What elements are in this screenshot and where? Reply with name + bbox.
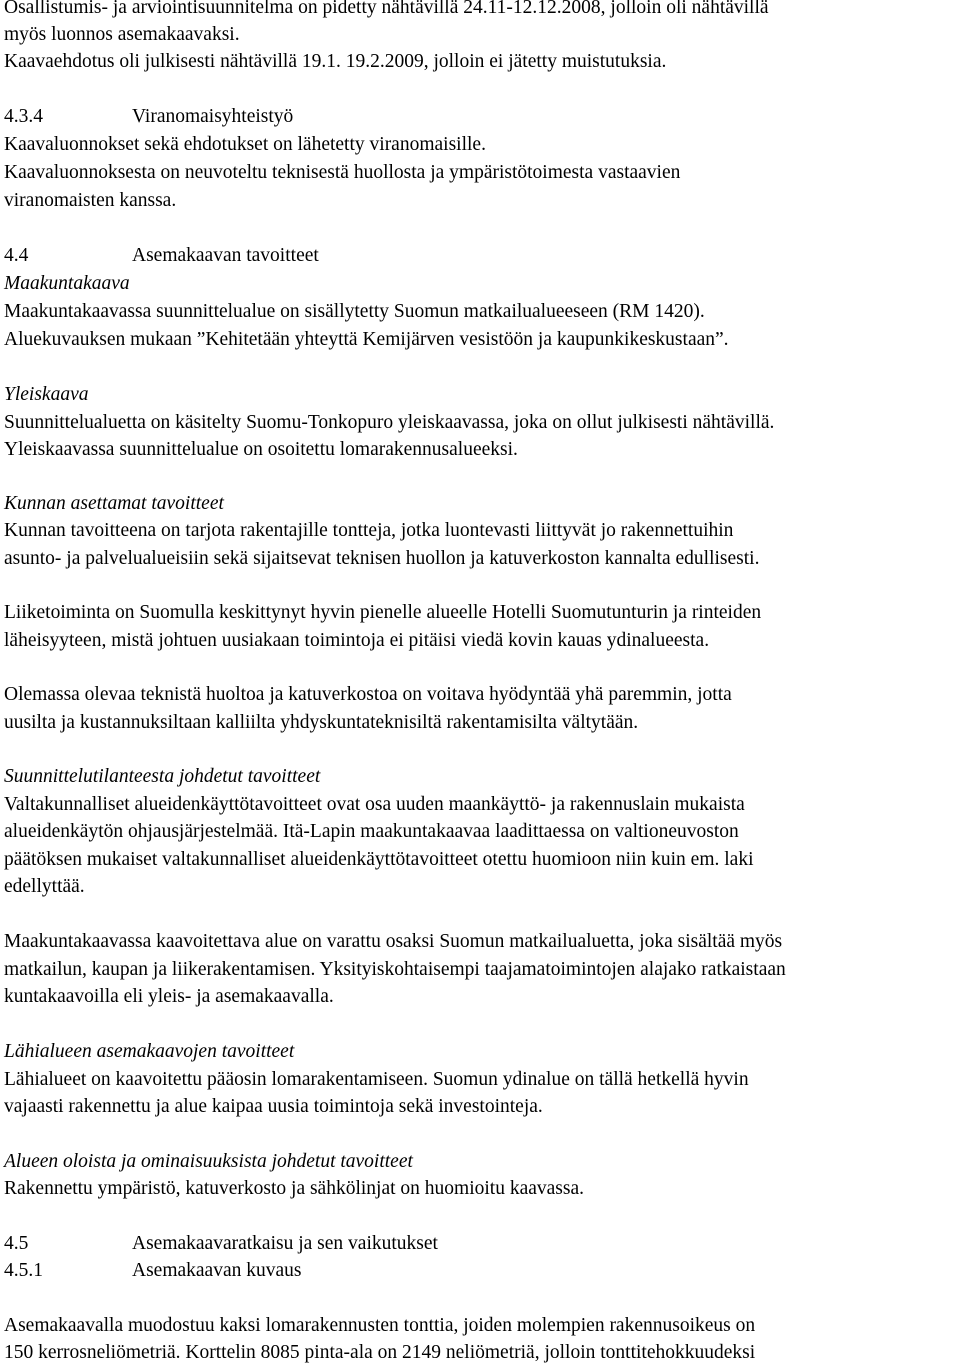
text-line: Maakuntakaavassa kaavoitettava alue on varattu osaksi Suomun matkailualuetta, joka sisältää myös — [4, 931, 783, 952]
text-line: Asemakaavalla muodostuu kaksi lomarakennusten tonttia, joiden molempien rakennusoikeus on — [4, 1315, 756, 1336]
text-line: Suunnittelualuetta on käsitelty Suomu-Tonkopuro yleiskaavassa, joka on ollut julkisesti nähtävillä. — [4, 412, 775, 433]
text-line: Lähialueet on kaavoitettu pääosin lomarakentamiseen. Suomun ydinalue on tällä hetkellä hyvin — [4, 1069, 749, 1090]
text-line: edellyttää. — [4, 876, 85, 897]
text-line: vajaasti rakennettu ja alue kaipaa uusia toimintoja sekä investointeja. — [4, 1096, 543, 1117]
subheading: Lähialueen asemakaavojen tavoitteet — [4, 1041, 295, 1062]
text-line: kuntakaavoilla eli yleis- ja asemakaavalla. — [4, 986, 334, 1007]
text-line: asunto- ja palvelualueisiin sekä sijaitsevat teknisen huollon ja katuverkoston kannalta edullisesti. — [4, 548, 760, 569]
subheading: Kunnan asettamat tavoitteet — [4, 493, 224, 514]
section-number: 4.4 — [4, 245, 29, 266]
text-line: alueidenkäytön ohjausjärjestelmää. Itä-Lapin maakuntakaavaa laadittaessa on valtioneuvoston — [4, 821, 739, 842]
text-line: Kaavaluonnokset sekä ehdotukset on lähetetty viranomaisille. — [4, 134, 486, 155]
section-number: 4.5.1 — [4, 1260, 43, 1281]
text-line: Rakennettu ympäristö, katuverkosto ja sähkölinjat on huomioitu kaavassa. — [4, 1178, 585, 1199]
subheading: Yleiskaava — [4, 384, 89, 405]
section-title: Asemakaavaratkaisu ja sen vaikutukset — [132, 1233, 438, 1254]
section-number: 4.5 — [4, 1233, 29, 1254]
section-heading-4-5-1 — [4, 1257, 301, 1285]
subheading: Maakuntakaava — [4, 273, 130, 294]
text-line: Maakuntakaavassa suunnittelualue on sisällytetty Suomun matkailualueeseen (RM 1420). — [4, 301, 705, 322]
text-line: uusilta ja kustannuksiltaan kalliilta yhdyskuntateknisiltä rakentamisilta vältytään. — [4, 712, 639, 733]
section-title: Viranomaisyhteistyö — [132, 106, 294, 127]
subheading: Alueen oloista ja ominaisuuksista johdetut tavoitteet — [4, 1151, 413, 1172]
text-line: viranomaisten kanssa. — [4, 190, 177, 211]
text-line: päätöksen mukaiset valtakunnalliset alueidenkäyttötavoitteet otettu huomioon niin kuin em. laki — [4, 849, 754, 870]
text-line: myös luonnos asemakaavaksi. — [4, 24, 240, 45]
section-heading-4-3-4 — [4, 103, 293, 131]
text-line: matkailun, kaupan ja liikerakentamisen. Yksityiskohtaisempi taajamatoimintojen alajako ratkaistaan — [4, 959, 786, 980]
subheading: Suunnittelutilanteesta johdetut tavoitteet — [4, 766, 321, 787]
section-title: Asemakaavan kuvaus — [132, 1260, 302, 1281]
text-line: Kaavaehdotus oli julkisesti nähtävillä 19.1. 19.2.2009, jolloin ei jätetty muistutuksia. — [4, 51, 667, 72]
section-title: Asemakaavan tavoitteet — [132, 245, 319, 266]
text-line: Kaavaluonnoksesta on neuvoteltu teknisestä huollosta ja ympäristötoimesta vastaavien — [4, 162, 681, 183]
text-line: Aluekuvauksen mukaan ”Kehitetään yhteyttä Kemijärven vesistöön ja kaupunkikeskustaan”. — [4, 329, 729, 350]
section-heading-4-4 — [4, 242, 319, 270]
text-line: läheisyyteen, mistä johtuen uusiakaan toimintoja ei pitäisi viedä kovin kauas ydinalueesta. — [4, 630, 710, 651]
text-line: Osallistumis- ja arviointisuunnitelma on pidetty nähtävillä 24.11-12.12.2008, jolloin oli nähtävillä — [4, 0, 769, 18]
text-line: Liiketoiminta on Suomulla keskittynyt hyvin pienelle alueelle Hotelli Suomutunturin ja rinteiden — [4, 602, 762, 623]
section-heading-4-5 — [4, 1230, 438, 1258]
text-line: Olemassa olevaa teknistä huoltoa ja katuverkostoa on voitava hyödyntää yhä paremmin, jotta — [4, 684, 732, 705]
text-line: Kunnan tavoitteena on tarjota rakentajille tontteja, jotka luontevasti liittyvät jo rakennettuihin — [4, 520, 734, 541]
text-line: Valtakunnalliset alueidenkäyttötavoitteet ovat osa uuden maankäyttö- ja rakennuslain mukaista — [4, 794, 745, 815]
section-number: 4.3.4 — [4, 106, 43, 127]
text-line: 150 kerrosneliömetriä. Korttelin 8085 pinta-ala on 2149 neliömetriä, jolloin tonttitehokkuudeksi — [4, 1342, 756, 1363]
text-line: Yleiskaavassa suunnittelualue on osoitettu lomarakennusalueeksi. — [4, 439, 518, 460]
